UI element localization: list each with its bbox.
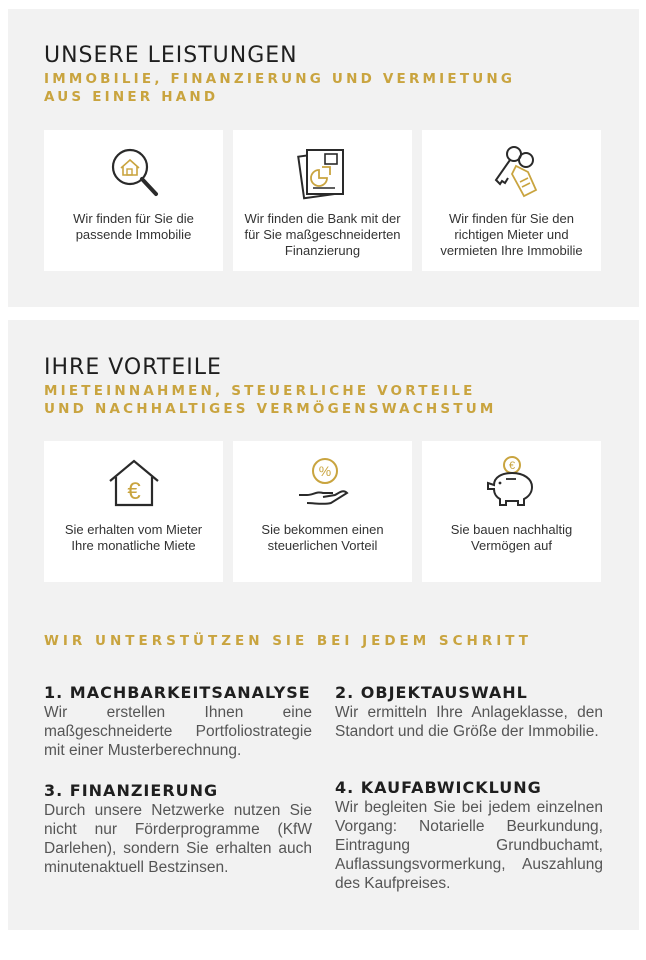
svg-text:%: % [318,463,332,479]
leistung-card-finanzierung [233,130,412,271]
vorteile-subtitle-2: UND NACHHALTIGES VERMÖGENSWACHSTUM [44,401,497,417]
svg-text:€: € [508,460,516,472]
vorteil-text: Sie erhalten vom Mieter Ihre monatliche Miete [64,522,203,553]
euro-house-icon [106,455,162,511]
vorteile-subtitle-1: MIETEINNAHMEN, STEUERLICHE VORTEILE [44,383,476,399]
keys-tag-icon [484,144,540,200]
vorteile-section [8,320,639,930]
svg-text:€: € [127,478,141,505]
step-title: 1. MACHBARKEITSANALYSE [44,683,311,702]
leistungen-subtitle-2: AUS EINER HAND [44,89,219,105]
vorteile-title: IHRE VORTEILE [44,355,222,380]
vorteil-card-vermoegen [422,441,601,582]
vorteil-card-steuer [233,441,412,582]
vorteil-text: Sie bekommen einen steuerlichen Vorteil [261,522,384,553]
percent-hand-icon [295,455,351,511]
leistung-text: Wir finden für Sie den richtigen Mieter und vermieten Ihre Immobilie [440,211,583,258]
step-text: Wir begleiten Sie bei jedem einzelnen Vorgang: Notarielle Beurkundung, Eintragung Grundbuchamt, Auflassungsvormerkung, Auszahlung des Kaufpreises. [335,799,603,892]
leistungen-subtitle-1: IMMOBILIE, FINANZIERUNG UND VERMIETUNG [44,71,516,87]
leistungen-section [8,9,639,307]
leistungen-title: UNSERE LEISTUNGEN [44,43,298,68]
piggy-bank-icon [484,455,540,511]
step-title: 2. OBJEKTAUSWAHL [335,683,528,702]
step-title: 4. KAUFABWICKLUNG [335,778,542,797]
leistung-card-vermietung [422,130,601,271]
vorteil-card-miete [44,441,223,582]
house-search-icon [106,144,162,200]
vorteil-text: Sie bauen nachhaltig Vermögen auf [450,522,573,553]
support-heading: WIR UNTERSTÜTZEN SIE BEI JEDEM SCHRITT [44,633,532,649]
leistung-text: Wir finden für Sie die passende Immobilie [73,211,194,242]
step-title: 3. FINANZIERUNG [44,781,219,800]
step-text: Wir ermitteln Ihre Anlageklasse, den Standort und die Größe der Immobilie. [335,704,603,740]
leistung-text: Wir finden die Bank mit der für Sie maßgeschneiderten Finanzierung [244,211,401,258]
step-text: Durch unsere Netzwerke nutzen Sie nicht nur Förderprogramme (KfW Darlehen), sondern Sie erhalten auch minutenaktuell Bestzinsen. [44,802,312,876]
finance-documents-icon [295,144,351,200]
step-text: Wir erstellen Ihnen eine maßgeschneiderte Portfoliostrategie mit einer Musterberechnung. [44,704,312,759]
leistung-card-immobilie [44,130,223,271]
